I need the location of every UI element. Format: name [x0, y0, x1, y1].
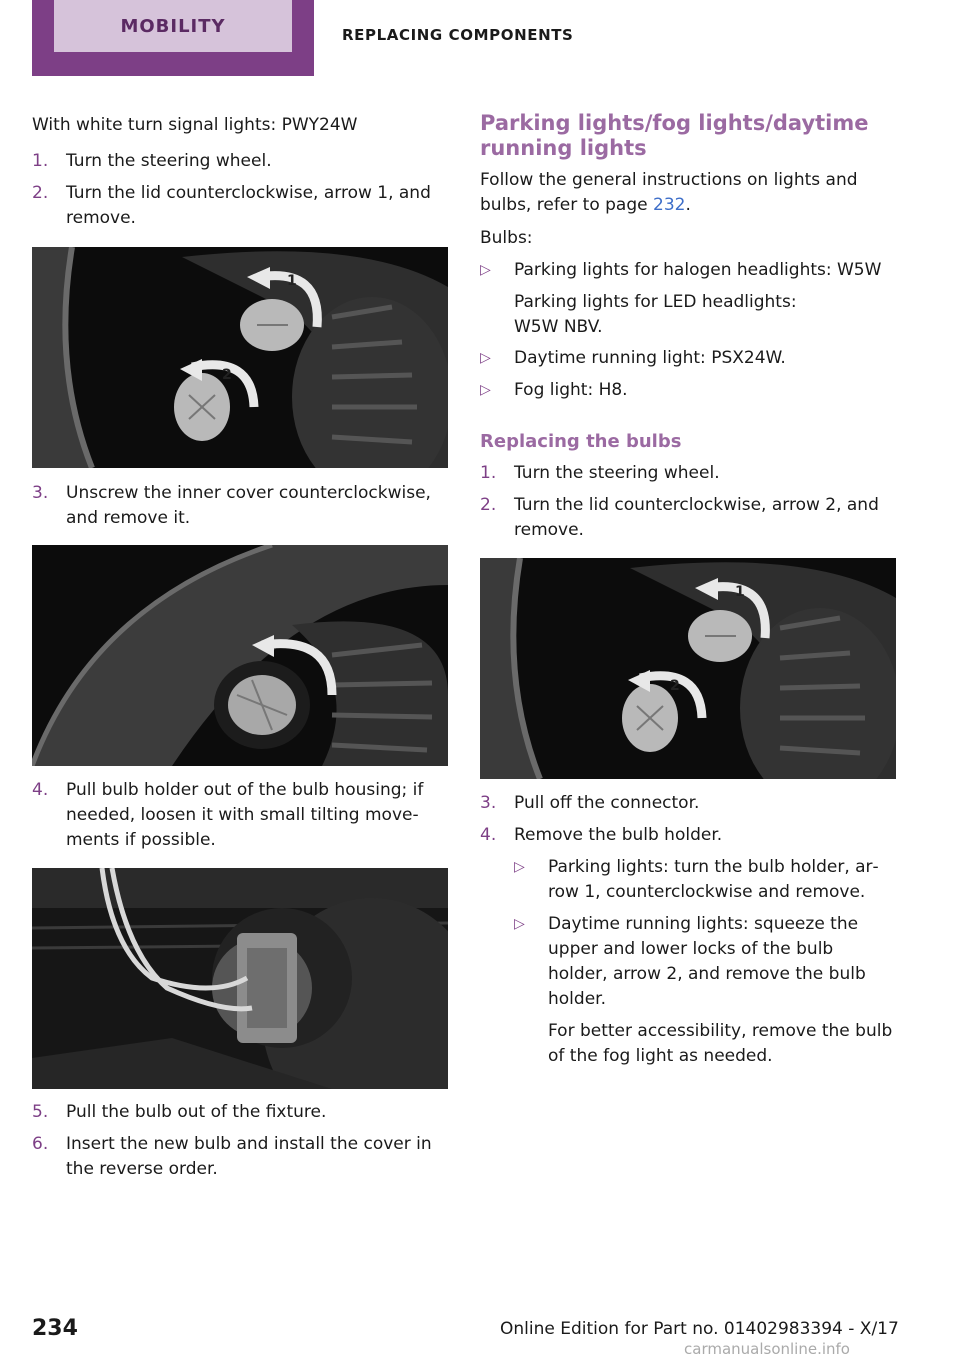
left-step-6: [32, 1132, 448, 1182]
bulb-text: Parking lights for halogen headlights: W5W: [514, 260, 882, 280]
bulb-subtext: Parking lights for LED headlights: W5W NBV.: [514, 292, 797, 337]
bulbs-label: Bulbs:: [480, 228, 533, 248]
section-title: REPLACING COMPONENTS: [342, 26, 574, 44]
triangle-bullet-icon: ▷: [480, 382, 491, 398]
intro-end: .: [685, 195, 691, 215]
right-step-3: [480, 791, 896, 816]
substep-parking: [514, 855, 896, 905]
left-intro: With white turn signal lights: PWY24W: [32, 115, 358, 135]
wheel-arch-lids-figure-right: [480, 558, 896, 779]
step-number: 5.: [32, 1102, 49, 1122]
chapter-tab: [32, 0, 314, 76]
bulb-text: Fog light: H8.: [514, 380, 628, 400]
bulb-text: Daytime running light: PSX24W.: [514, 348, 786, 368]
arrow-label-1: 1: [735, 584, 745, 600]
left-step-5: [32, 1100, 448, 1125]
right-intro: [480, 168, 896, 218]
step-text: Pull bulb holder out of the bulb housing; if needed, loosen it with small tilting move‐ments if possible.: [66, 780, 424, 850]
right-step-4: [480, 823, 896, 848]
step-number: 3.: [32, 483, 49, 503]
right-step-2: [480, 493, 896, 543]
step-text: Turn the lid counterclockwise, arrow 1, and remove.: [66, 183, 431, 228]
substep-text: Daytime running lights: squeeze the upper and lower locks of the bulb holder, arrow 2, and remove the bulb holder.: [548, 914, 866, 1009]
arrow-label-2: 2: [670, 678, 680, 694]
substep-note: For better accessibility, remove the bulb of the fog light as needed.: [548, 1021, 893, 1066]
left-step-3: [32, 481, 448, 531]
step-text: Turn the steering wheel.: [66, 151, 272, 171]
arrow-label-1: 1: [287, 273, 297, 289]
left-step-2: [32, 181, 448, 231]
page-number: 234: [32, 1316, 78, 1341]
substep-text: Parking lights: turn the bulb holder, ar‐row 1, counterclockwise and remove.: [548, 857, 879, 902]
triangle-bullet-icon: ▷: [514, 916, 525, 932]
substep-daytime: [514, 912, 896, 1069]
left-step-1: [32, 149, 448, 174]
step-number: 3.: [480, 793, 497, 813]
step-number: 1.: [32, 151, 49, 171]
right-step-1: [480, 461, 896, 486]
step-text: Turn the steering wheel.: [514, 463, 720, 483]
triangle-bullet-icon: ▷: [480, 262, 491, 278]
step-number: 1.: [480, 463, 497, 483]
page-reference-link[interactable]: 232: [653, 195, 686, 215]
intro-text: Follow the general instructions on lights and bulbs, refer to page: [480, 170, 858, 215]
step-text: Pull the bulb out of the fixture.: [66, 1102, 327, 1122]
watermark: carmanualsonline.info: [684, 1340, 850, 1358]
triangle-bullet-icon: ▷: [514, 859, 525, 875]
inner-cover-figure: [32, 545, 448, 766]
triangle-bullet-icon: ▷: [480, 350, 491, 366]
left-step-4: [32, 778, 448, 853]
arrow-label-2: 2: [222, 367, 232, 383]
edition-footer: Online Edition for Part no. 01402983394 - X/17: [500, 1319, 899, 1339]
wheel-arch-lids-figure: [32, 247, 448, 468]
step-number: 4.: [32, 780, 49, 800]
chapter-label: MOBILITY: [54, 0, 292, 52]
bulb-item-fog: [480, 378, 896, 403]
step-text: Unscrew the inner cover counterclockwise, and remove it.: [66, 483, 431, 528]
section-heading: Parking lights/fog lights/daytime running lights: [480, 111, 869, 160]
step-number: 4.: [480, 825, 497, 845]
step-text: Remove the bulb holder.: [514, 825, 723, 845]
subheading-replacing-bulbs: Replacing the bulbs: [480, 431, 682, 452]
step-text: Pull off the connector.: [514, 793, 700, 813]
step-number: 2.: [480, 495, 497, 515]
step-number: 2.: [32, 183, 49, 203]
bulb-item-parking: [480, 258, 896, 340]
step-number: 6.: [32, 1134, 49, 1154]
bulb-item-daytime: [480, 346, 896, 371]
bulb-holder-figure: [32, 868, 448, 1089]
step-text: Turn the lid counterclockwise, arrow 2, and remove.: [514, 495, 879, 540]
step-text: Insert the new bulb and install the cover in the reverse order.: [66, 1134, 432, 1179]
